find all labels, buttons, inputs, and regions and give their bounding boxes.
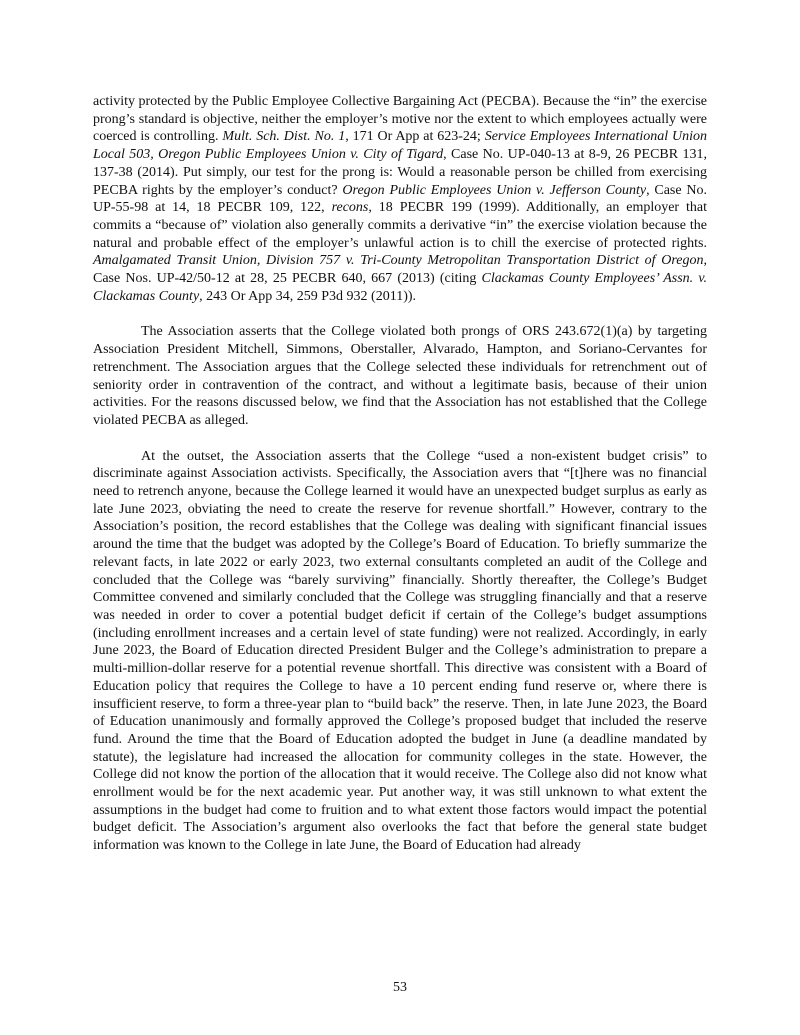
text-run: , Case No. UP-55-98 at 14, 18 PECBR 109, 122,: [93, 182, 708, 216]
paragraph-3: [93, 448, 707, 855]
document-page: [93, 93, 707, 855]
text-run: , 171 Or App at 623-24;: [345, 129, 485, 145]
paragraph-gap: [93, 430, 707, 448]
case-citation-italic: Amalgamated Transit Union, Division 757 v. Tri-County Metropolitan Transportation District of Oregon: [93, 253, 704, 269]
case-citation-italic: Oregon Public Employees Union v. Jefferson County: [342, 182, 647, 198]
paragraph-2: [93, 323, 707, 429]
text-run: , Case No. UP-040-13 at 8-9, 26 PECBR 131, 137-38 (2014). Put simply, our test for the prong is: Would a reasonable person be chilled from exercising PECBA rights by the employer’s conduct?: [93, 147, 707, 198]
paragraph-gap: [93, 305, 707, 323]
page-number: 53: [393, 980, 407, 995]
case-citation-italic: Mult. Sch. Dist. No. 1: [222, 129, 346, 145]
paragraph-1: [93, 93, 707, 305]
case-citation-italic: Service Employees International Union Local 503, Oregon Public Employees Union v. City of Tigard: [93, 129, 708, 163]
case-citation-italic: Clackamas County Employees’ Assn. v. Clackamas County: [93, 271, 707, 304]
text-run: , 18 PECBR 199 (1999). Additionally, an employer that commits a “because of” violation also generally commits a derivative “in” the exercise violation because the natural and probable effect of the employer’s unlawful action is to chill the exercise of protected rights.: [93, 200, 708, 251]
text-run: activity protected by the Public Employee Collective Bargaining Act (PECBA). Because the “in” the exercise prong’s standard is objective, neither the employer’s motive nor the extent to which employees actually were coerced is controlling.: [93, 94, 707, 145]
text-run: The Association asserts that the College violated both prongs of ORS 243.672(1)(a) by targeting Association President Mitchell, Simmons, Oberstaller, Alvarado, Hampton, and Soriano-Cervantes for retrenchment. The Association argues that the College selected these individuals for retrenchment out of seniority order in contravention of the contract, and without a legitimate basis, because of their union activities. For the reasons discussed below, we find that the Association has not established that the College violated PECBA as alleged.: [93, 324, 707, 428]
case-citation-italic: recons: [331, 200, 369, 216]
text-run: , Case Nos. UP-42/50-12 at 28, 25 PECBR 640, 667 (2013) (citing: [93, 253, 707, 287]
text-run: , 243 Or App 34, 259 P3d 932 (2011)).: [199, 288, 417, 304]
text-run: At the outset, the Association asserts that the College “used a non-existent budget crisis” to discriminate against Association activists. Specifically, the Association avers that “[t]here was no financial need to retrench anyone, because the College learned it would have an unexpected budget surplus as early as late June 2023, obviating the need to create the reserve for revenue shortfall.” However, contrary to the Association’s position, the record establishes that the College was dealing with significant financial issues around the time that the budget was adopted by the College’s Board of Education. To briefly summarize the relevant facts, in late 2022 or early 2023, two external consultants completed an audit of the College and concluded that the College was “barely surviving” financially. Shortly thereafter, the College’s Budget Committee convened and similarly concluded that the College was struggling financially and that a reserve was needed in order to cover a potential budget deficit if certain of the College’s budget assumptions (including enrollment increases and a certain level of state funding) were not realized. Accordingly, in early June 2023, the Board of Education directed President Bulger and the College’s administration to prepare a multi-million-dollar reserve for a potential revenue shortfall. This directive was consistent with a Board of Education policy that requires the College to have a 10 percent ending fund reserve or, where there is insufficient reserve, to form a three-year plan to “build back” the reserve. Then, in late June 2023, the Board of Education unanimously and formally approved the College’s proposed budget that included the reserve fund. Around the time that the Board of Education adopted the budget in June (a deadline mandated by statute), the legislature had increased the allocation for community colleges in the state. However, the College did not know the portion of the allocation that it would receive. The College also did not know what enrollment would be for the next academic year. Put another way, it was still unknown to what extent the assumptions in the budget had come to fruition and to what extent those factors would impact the potential budget deficit. The Association’s argument also overlooks the fact that before the general state budget information was known to the College in late June, the Board of Education had already: [93, 448, 707, 854]
